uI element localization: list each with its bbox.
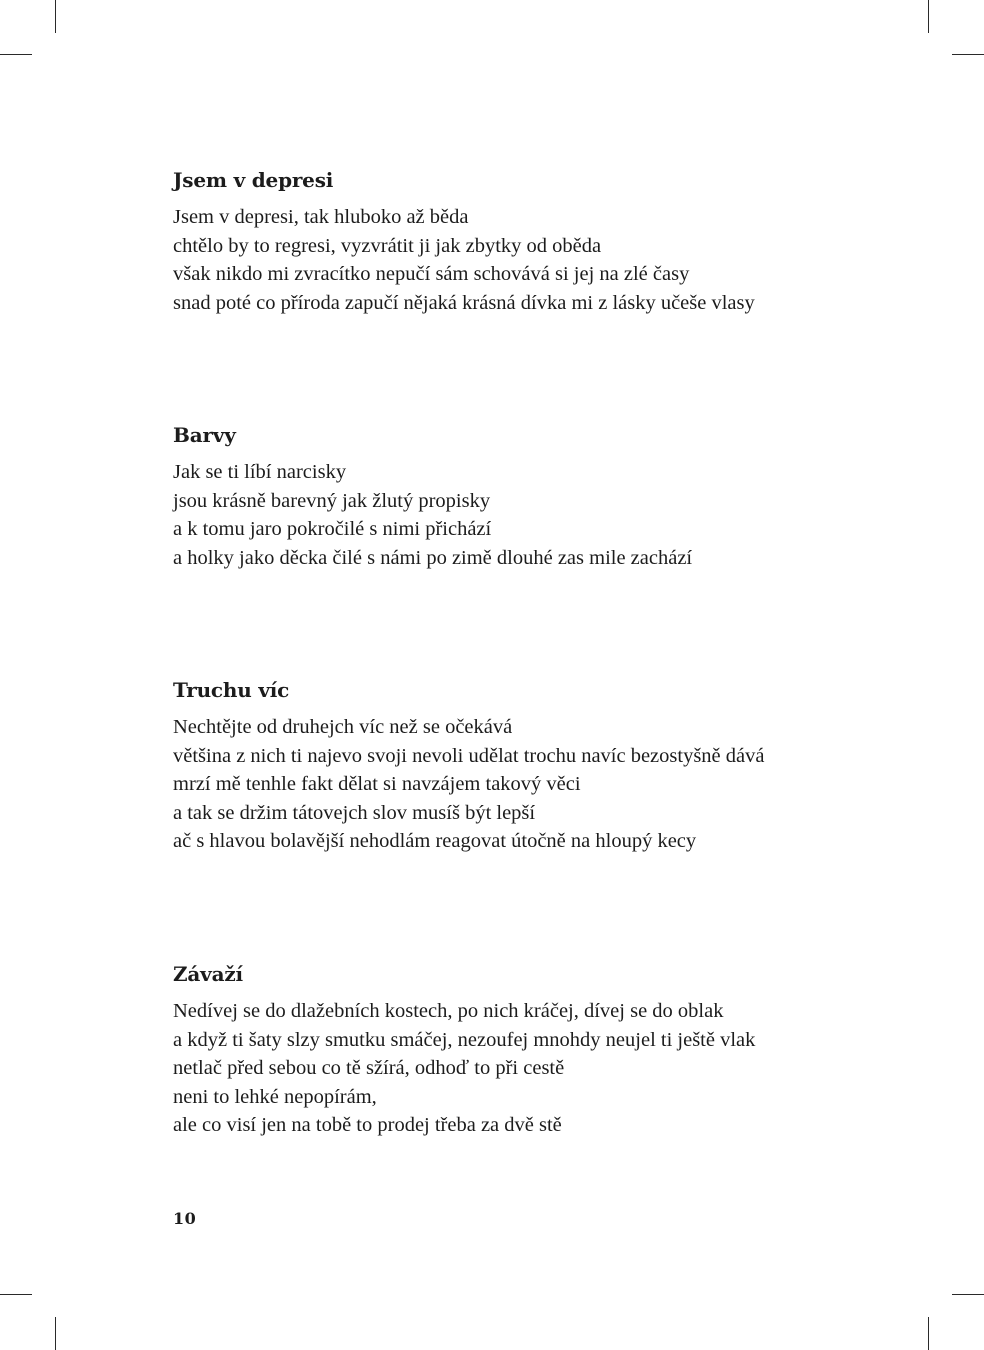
poem-barvy — [173, 421, 873, 572]
poem-line: snad poté co příroda zapučí nějaká krásná dívka mi z lásky učeše vlasy — [173, 291, 755, 314]
poem-title: Závaží — [173, 962, 243, 986]
crop-mark-top-right-vertical — [928, 0, 929, 33]
poem-line: však nikdo mi zvracítko nepučí sám schovává si jej na zlé časy — [173, 263, 690, 285]
poem-lines — [173, 458, 873, 572]
poem-line: neni to lehké nepopírám, — [173, 1085, 377, 1108]
poem-line: ač s hlavou bolavější nehodlám reagovat útočně na hloupý kecy — [173, 830, 697, 852]
poem-line: většina z nich ti najevo svoji nevoli udělat trochu navíc bezostyšně dává — [173, 744, 765, 767]
crop-mark-bottom-left-vertical — [55, 1317, 56, 1350]
poem-line: Jak se ti líbí narcisky — [173, 461, 347, 483]
poem-line: Nedívej se do dlažebních kostech, po nich kráčej, dívej se do oblak — [173, 1000, 724, 1022]
poem-lines — [173, 713, 873, 856]
poem-line: a k tomu jaro pokročilé s nimi přichází — [173, 518, 492, 540]
poem-line: Nechtějte od druhejch víc než se očekává — [173, 716, 513, 738]
poem-title: Barvy — [173, 423, 236, 447]
poem-line: jsou krásně barevný jak žlutý propisky — [173, 489, 491, 512]
crop-mark-top-right-horizontal — [952, 54, 984, 55]
poem-truchu-vic — [173, 676, 873, 856]
crop-mark-top-left-vertical — [55, 0, 56, 33]
crop-mark-bottom-right-horizontal — [952, 1294, 984, 1295]
poem-zavazi — [173, 960, 873, 1140]
poem-line: mrzí mě tenhle fakt dělat si navzájem takový věci — [173, 773, 581, 795]
poem-jsem-v-depresi — [173, 166, 873, 317]
poem-line: Jsem v depresi, tak hluboko až běda — [173, 206, 469, 228]
poem-line: a holky jako děcka čilé s námi po zimě dlouhé zas mile zachází — [173, 546, 693, 569]
poem-lines — [173, 203, 873, 317]
page-number: 10 — [173, 1209, 197, 1228]
poem-title: Truchu víc — [173, 678, 290, 702]
crop-mark-bottom-right-vertical — [928, 1317, 929, 1350]
poem-line: chtělo by to regresi, vyzvrátit ji jak zbytky od oběda — [173, 234, 602, 257]
poem-title: Jsem v depresi — [173, 168, 334, 192]
poem-line: a tak se držim tátovejch slov musíš být lepší — [173, 801, 536, 824]
crop-mark-top-left-horizontal — [0, 54, 32, 55]
poem-lines — [173, 997, 873, 1140]
poem-line: a když ti šaty slzy smutku smáčej, nezoufej mnohdy neujel ti ještě vlak — [173, 1028, 756, 1051]
poem-line: ale co visí jen na tobě to prodej třeba za dvě stě — [173, 1114, 562, 1136]
poem-line: netlač před sebou co tě sžírá, odhoď to při cestě — [173, 1057, 565, 1079]
crop-mark-bottom-left-horizontal — [0, 1294, 32, 1295]
